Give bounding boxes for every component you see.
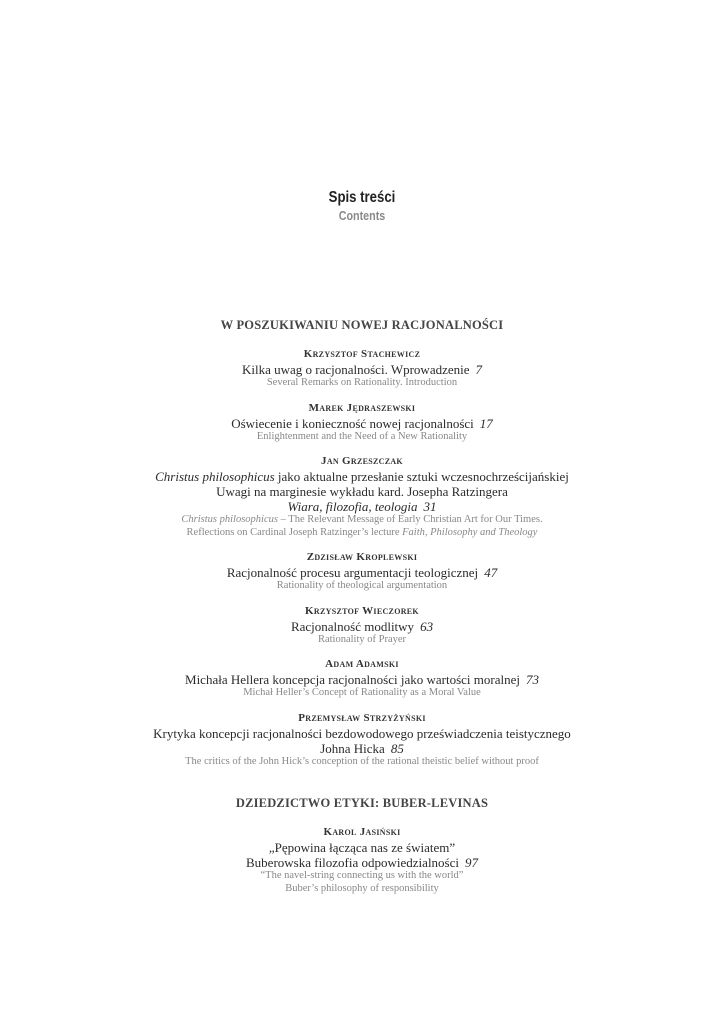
entry-title-en: “The navel-string connecting us with the world” — [260, 870, 464, 881]
entry-title-pl: Kilka uwag o racjonalności. Wprowadzenie 7 — [241, 362, 483, 377]
entry-author: Karol Jasiński — [323, 826, 401, 838]
entry-title-pl: Racjonalność modlitwy 63 — [290, 618, 434, 634]
entry-title-pl-line3: Wiara, filozofia, teologia 31 — [287, 499, 437, 514]
entry-page-number: 85 — [390, 740, 404, 756]
toc-entry[interactable] — [0, 710, 724, 769]
entry-page-number: 47 — [484, 565, 498, 580]
entry-title-pl: Oświecenie i konieczność nowej racjonalności 17 — [231, 415, 493, 431]
entry-title-en: The critics of the John Hick’s conception of the rational theistic belief without proof — [185, 755, 539, 767]
entry-page-number: 63 — [420, 618, 434, 634]
page-title: Spis treści — [328, 189, 396, 206]
entry-page-number: 73 — [525, 672, 539, 687]
entry-page-number: 97 — [465, 855, 478, 870]
entry-title-pl: Racjonalność procesu argumentacji teologicznej 47 — [226, 565, 498, 580]
toc-entry[interactable] — [0, 824, 724, 895]
entry-title-en: Michał Heller’s Concept of Rationality as a Moral Value — [243, 687, 481, 698]
entry-title-en: Rationality of theological argumentation — [276, 580, 448, 591]
entry-title-pl: Michała Hellera koncepcja racjonalności jako wartości moralnej 73 — [185, 672, 539, 687]
entry-title-pl: „Pępowina łącząca nas ze światem” — [268, 840, 456, 855]
entry-author: Marek Jędraszewski — [308, 401, 416, 414]
entry-title-en: Christus philosophicus – The Relevant Message of Early Christian Art for Our Times. — [181, 514, 543, 525]
entry-author: Jan Grzeszczak — [321, 455, 403, 467]
entry-author: Zdzisław Kroplewski — [306, 551, 418, 563]
entry-title-en-line2: Reflections on Cardinal Joseph Ratzinger’s lecture Faith, Philosophy and Theology — [186, 526, 538, 538]
entry-title-pl-line2: Johna Hicka 85 — [320, 740, 404, 756]
entry-page-number: 7 — [475, 362, 483, 377]
table-of-contents — [0, 316, 724, 895]
entry-title-pl-line2: Uwagi na marginesie wykładu kard. Josepha Ratzingera — [216, 484, 508, 499]
toc-entry[interactable] — [0, 603, 724, 647]
toc-entries — [0, 346, 724, 768]
section-heading: W POSZUKIWANIU NOWEJ RACJONALNOŚCI — [220, 318, 504, 332]
toc-entry[interactable] — [0, 453, 724, 539]
entry-title-pl: Krytyka koncepcji racjonalności bezdowodowego przeświadczenia teistycznego — [153, 725, 571, 741]
entry-author: Krzysztof Stachewicz — [303, 348, 421, 360]
toc-entry[interactable] — [0, 656, 724, 700]
toc-entries — [0, 824, 724, 895]
entry-page-number: 17 — [479, 415, 493, 431]
entry-title-pl: Christus philosophicus jako aktualne przesłanie sztuki wczesnochrześcijańskiej — [155, 469, 569, 484]
entry-author: Adam Adamski — [325, 658, 399, 670]
toc-entry[interactable] — [0, 400, 724, 444]
entry-page-number: 31 — [423, 499, 437, 514]
entry-title-en: Several Remarks on Rationality. Introduction — [266, 377, 458, 388]
entry-title-en: Enlightenment and the Need of a New Rationality — [256, 430, 468, 442]
toc-entry[interactable] — [0, 346, 724, 390]
entry-title-pl-line2: Buberowska filozofia odpowiedzialności 97 — [246, 855, 478, 870]
toc-section — [0, 794, 724, 895]
entry-author: Przemysław Strzyżyński — [298, 711, 426, 724]
entry-author: Krzysztof Wieczorek — [305, 604, 419, 617]
page-subtitle: Contents — [338, 209, 386, 223]
entry-title-en: Rationality of Prayer — [317, 633, 407, 645]
entry-title-en-line2: Buber’s philosophy of responsibility — [285, 882, 439, 894]
section-heading: DZIEDZICTWO ETYKI: BUBER-LEVINAS — [235, 796, 489, 810]
toc-entry[interactable] — [0, 549, 724, 593]
toc-section — [0, 316, 724, 768]
